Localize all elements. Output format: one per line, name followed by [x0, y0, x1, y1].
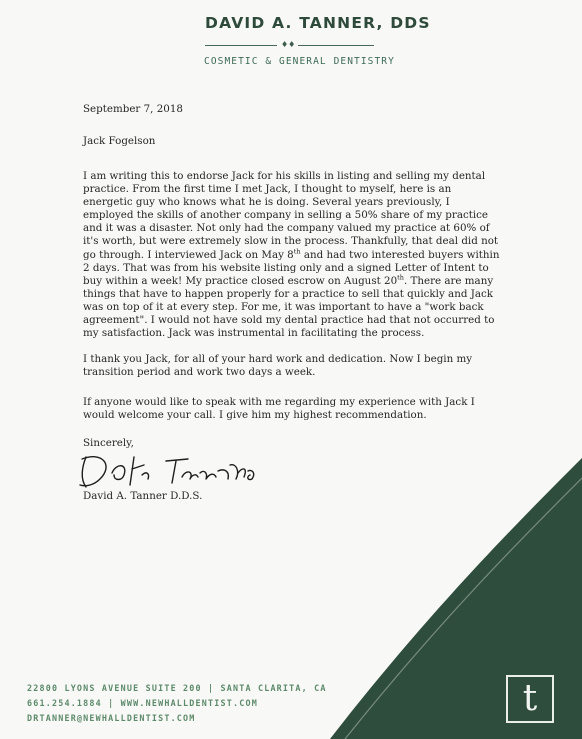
- practice-name: DAVID A. TANNER, DDS: [205, 14, 431, 32]
- paragraph-1-text-a: I am writing this to endorse Jack for his skills in listing and selling my dental practice. From the first time I met Jack, I thought to myself, here is an energetic guy who knows what he is doing. Several years previously, I employed the skills of another company in selling a 50% share of my practice and it was a disaster. Not only had the company valued my practice at 60% of it's worth, but were extremely slow in the process. Thankfully, that deal did not go through. I interviewed Jack on May 8: [83, 170, 499, 261]
- paragraph-1-text-c: . There are many things that have to happen properly for a practice to sell that quickly and Jack was on top of it at every step. For me, it was important to have a "work back agreement". I would not have sold my dental practice had that not occurred to my satisfaction. Jack was instrumental in facilitating the process.: [83, 274, 495, 340]
- letter-paragraph-3: If anyone would like to speak with me regarding my experience with Jack I would welcome your call. I give him my highest recommendation.: [83, 396, 475, 422]
- letter-closing: Sincerely,: [83, 437, 134, 449]
- ordinal-suffix: th: [397, 273, 404, 282]
- footer-email: DRTANNER@NEWHALLDENTIST.COM: [27, 713, 196, 723]
- letter-paragraph-2: I thank you Jack, for all of your hard work and dedication. Now I begin my transition period and work two days a week.: [83, 353, 473, 379]
- letter-date: September 7, 2018: [83, 103, 183, 115]
- letter-recipient: Jack Fogelson: [83, 135, 156, 147]
- footer-phone-website: 661.254.1884 | WWW.NEWHALLDENTIST.COM: [27, 698, 258, 708]
- letterhead-divider-right: [298, 45, 374, 46]
- handwritten-signature: [72, 443, 262, 493]
- footer-address: 22800 LYONS AVENUE SUITE 200 | SANTA CLARITA, CA: [27, 683, 327, 693]
- ordinal-suffix: th: [293, 247, 301, 256]
- logo-letter: t: [522, 678, 538, 719]
- paragraph-1-text-b: and had two interested buyers within 2 days. That was from his website listing only and a signed Letter of Intent to buy within a week! My practice closed escrow on August 20: [83, 248, 500, 287]
- tooth-icon: ♦♦: [281, 40, 296, 49]
- letterhead-divider-left: [205, 45, 277, 46]
- letter-paragraph-1: [83, 170, 503, 340]
- signer-name: David A. Tanner D.D.S.: [83, 490, 203, 502]
- practice-subtitle: COSMETIC & GENERAL DENTISTRY: [204, 56, 395, 67]
- practice-logo: [506, 675, 554, 723]
